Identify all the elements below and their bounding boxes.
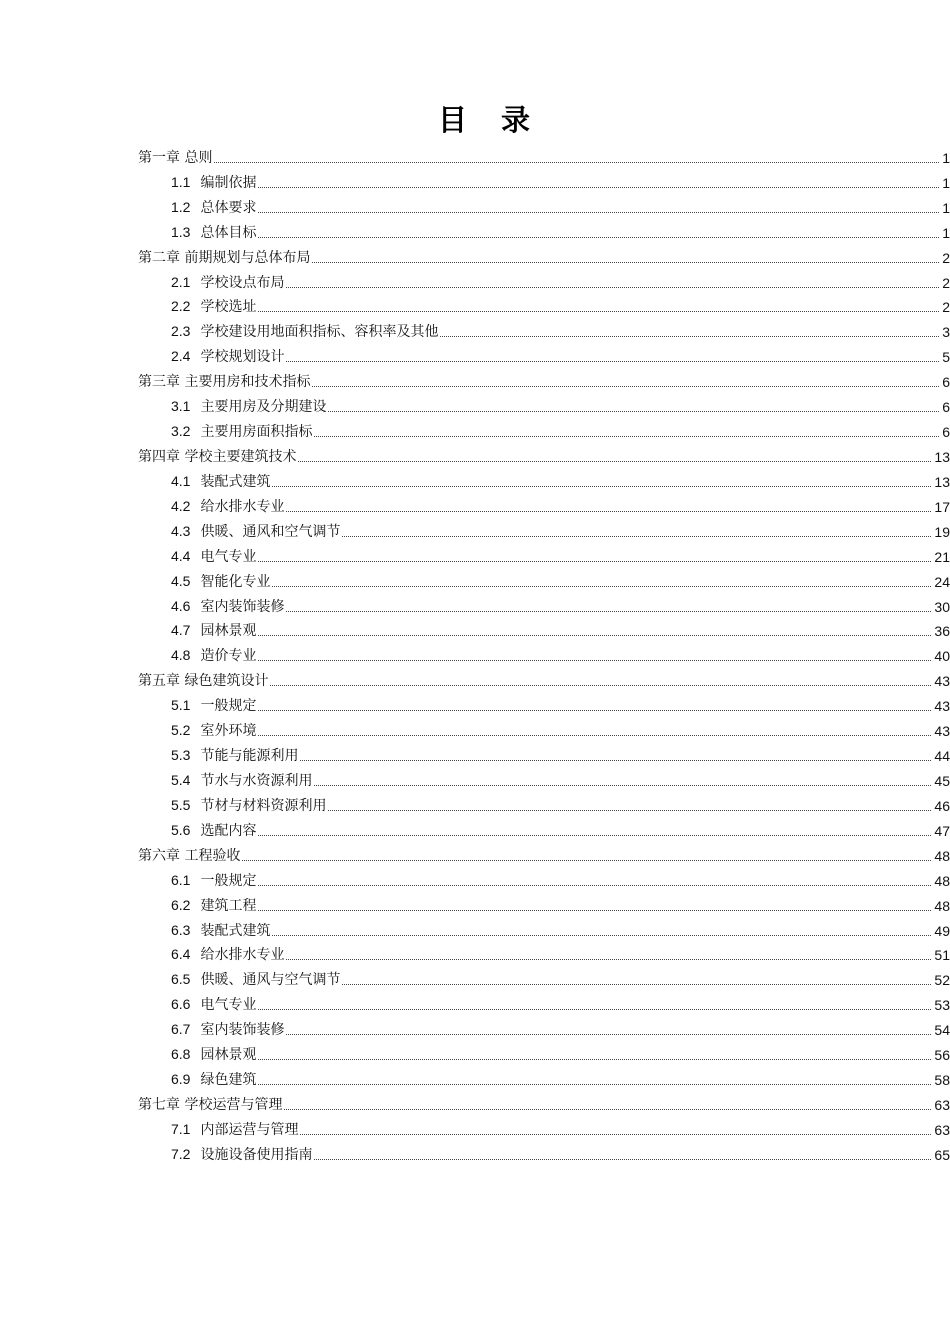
toc-section-number: 3.1 [171,398,191,415]
toc-entry-text: 第六章 工程验收 [138,847,241,864]
toc-page-number: 63 [934,1096,950,1113]
dot-leader [258,1083,931,1085]
toc-entry-label [171,621,256,640]
toc-section-number: 2.1 [171,273,191,290]
toc-entry-label [171,397,326,416]
dot-leader [258,709,931,711]
toc-page-number: 48 [934,897,950,914]
toc-entry-text: 室内装饰装修 [200,1022,285,1039]
toc-page-number: 1 [942,149,950,166]
dot-leader [314,1158,931,1160]
toc-section-entry[interactable] [0,1014,950,1039]
toc-page-number: 3 [942,324,950,341]
dot-leader [328,410,939,412]
toc-section-entry[interactable] [0,1114,950,1139]
toc-entry-text: 一般规定 [200,872,257,889]
toc-section-number: 1.1 [171,173,191,190]
toc-section-entry[interactable] [0,341,950,366]
toc-entry-label [171,796,326,815]
toc-section-entry[interactable] [0,591,950,616]
toc-entry-text: 供暖、通风和空气调节 [200,523,341,540]
toc-page-number: 1 [942,224,950,241]
toc-page-number: 51 [934,947,950,964]
toc-page-number: 21 [934,548,950,565]
toc-page-number: 63 [934,1121,950,1138]
toc-section-number: 2.3 [171,323,191,340]
toc-entry-text: 园林景观 [200,623,257,640]
toc-entry-text: 给水排水专业 [200,947,285,964]
toc-section-number: 5.1 [171,697,191,714]
toc-page-number: 43 [934,698,950,715]
toc-section-entry[interactable] [0,267,950,292]
dot-leader [272,485,931,487]
toc-entry-label [171,522,340,541]
toc-section-number: 4.7 [171,622,191,639]
toc-entry-label [171,945,284,964]
toc-page-number: 54 [934,1022,950,1039]
toc-entry-label [138,847,240,865]
toc-entry-label [171,921,270,940]
toc-section-entry[interactable] [0,1039,950,1064]
toc-section-entry[interactable] [0,740,950,765]
toc-entry-text: 选配内容 [200,822,257,839]
toc-page-number: 56 [934,1047,950,1064]
dot-leader [286,610,931,612]
toc-section-entry[interactable] [0,790,950,815]
toc-page-number: 47 [934,822,950,839]
toc-page-number: 6 [942,374,950,391]
dot-leader [284,1108,931,1110]
dot-leader [214,161,939,163]
toc-entry-text: 装配式建筑 [200,473,271,490]
toc-entry-label [171,1045,256,1064]
toc-chapter-entry[interactable] [0,242,950,267]
toc-section-entry[interactable] [0,466,950,491]
toc-entry-label [171,597,284,616]
toc-entry-label [138,672,268,690]
dot-leader [286,958,931,960]
toc-page-number: 19 [934,523,950,540]
toc-chapter-entry[interactable] [0,840,950,865]
toc-section-number: 7.2 [171,1145,191,1162]
toc-entry-text: 智能化专业 [200,573,271,590]
toc-section-number: 4.6 [171,597,191,614]
toc-page-number: 58 [934,1072,950,1089]
toc-section-entry[interactable] [0,1139,950,1164]
toc-chapter-entry[interactable] [0,441,950,466]
table-of-contents [0,142,950,1164]
toc-entry-text: 第七章 学校运营与管理 [138,1096,283,1113]
dot-leader [286,360,939,362]
toc-section-entry[interactable] [0,690,950,715]
toc-section-number: 5.2 [171,722,191,739]
toc-entry-text: 学校设点布局 [200,274,285,291]
toc-entry-label [138,373,310,391]
dot-leader [258,884,931,886]
dot-leader [314,784,931,786]
toc-section-number: 6.9 [171,1071,191,1088]
toc-entry-text: 第五章 绿色建筑设计 [138,673,269,690]
dot-leader [312,385,939,387]
toc-section-number: 6.7 [171,1021,191,1038]
toc-entry-label [171,970,340,989]
toc-entry-text: 电气专业 [200,997,257,1014]
toc-section-number: 2.4 [171,348,191,365]
page-title: 目 录 [437,103,543,137]
toc-section-entry[interactable] [0,541,950,566]
toc-page-number: 48 [934,847,950,864]
toc-entry-label [171,995,256,1014]
toc-page-number: 43 [934,673,950,690]
toc-section-entry[interactable] [0,865,950,890]
toc-section-entry[interactable] [0,167,950,192]
toc-section-number: 5.4 [171,771,191,788]
toc-section-number: 6.2 [171,896,191,913]
toc-section-entry[interactable] [0,217,950,242]
toc-section-entry[interactable] [0,815,950,840]
toc-section-number: 4.2 [171,497,191,514]
toc-page-number: 1 [942,174,950,191]
dot-leader [300,759,931,761]
toc-entry-label [171,347,284,366]
toc-entry-text: 学校规划设计 [200,349,285,366]
dot-leader [300,1133,931,1135]
dot-leader [440,335,939,337]
toc-chapter-entry[interactable] [0,1089,950,1114]
toc-entry-label [171,1145,312,1164]
toc-entry-text: 第二章 前期规划与总体布局 [138,249,311,266]
toc-entry-label [171,1120,298,1139]
toc-page-number: 24 [934,573,950,590]
toc-entry-text: 第四章 学校主要建筑技术 [138,448,297,465]
toc-entry-text: 内部运营与管理 [200,1121,299,1138]
toc-section-entry[interactable] [0,915,950,940]
toc-entry-label [171,896,256,915]
toc-entry-text: 一般规定 [200,698,257,715]
dot-leader [258,560,931,562]
dot-leader [258,236,939,238]
toc-section-number: 3.2 [171,423,191,440]
toc-page-number: 48 [934,872,950,889]
toc-page-number: 13 [934,448,950,465]
toc-section-entry[interactable] [0,640,950,665]
toc-section-entry[interactable] [0,316,950,341]
dot-leader [342,983,931,985]
toc-page-number: 30 [934,598,950,615]
toc-page-number: 43 [934,723,950,740]
toc-entry-text: 建筑工程 [200,897,257,914]
toc-section-number: 4.5 [171,572,191,589]
toc-entry-label [138,448,296,466]
toc-entry-text: 设施设备使用指南 [200,1146,313,1163]
toc-section-entry[interactable] [0,989,950,1014]
dot-leader [258,211,939,213]
toc-entry-label [171,771,312,790]
toc-entry-label [171,223,256,242]
toc-section-number: 4.8 [171,647,191,664]
toc-page-number: 17 [934,498,950,515]
toc-entry-label [171,746,298,765]
toc-entry-label [171,1070,256,1089]
toc-entry-label [138,1096,282,1114]
toc-page-number: 52 [934,972,950,989]
toc-section-number: 1.3 [171,223,191,240]
toc-entry-label [171,472,270,491]
toc-section-number: 7.1 [171,1120,191,1137]
toc-entry-label [171,198,256,217]
toc-page-number: 1 [942,199,950,216]
toc-section-number: 6.6 [171,996,191,1013]
toc-section-number: 5.5 [171,796,191,813]
toc-section-number: 4.1 [171,472,191,489]
dot-leader [298,460,931,462]
toc-section-number: 6.3 [171,921,191,938]
toc-entry-label [138,149,212,167]
dot-leader [342,535,931,537]
toc-entry-label [171,422,312,441]
dot-leader [242,859,931,861]
toc-section-entry[interactable] [0,416,950,441]
dot-leader [272,934,931,936]
toc-entry-text: 电气专业 [200,548,257,565]
toc-section-number: 5.3 [171,747,191,764]
toc-chapter-entry[interactable] [0,665,950,690]
dot-leader [258,310,939,312]
toc-entry-label [171,821,256,840]
toc-page-number: 44 [934,748,950,765]
dot-leader [258,734,931,736]
toc-entry-label [171,721,256,740]
toc-section-number: 6.4 [171,946,191,963]
toc-entry-label [171,871,256,890]
toc-page-number: 6 [942,424,950,441]
toc-section-number: 4.4 [171,547,191,564]
toc-section-entry[interactable] [0,890,950,915]
toc-entry-text: 室外环境 [200,723,257,740]
toc-section-number: 5.6 [171,821,191,838]
toc-page-number: 2 [942,299,950,316]
toc-page-number: 36 [934,623,950,640]
toc-section-entry[interactable] [0,715,950,740]
toc-page-number: 53 [934,997,950,1014]
toc-page-number: 5 [942,349,950,366]
toc-entry-text: 主要用房及分期建设 [200,399,327,416]
toc-entry-text: 编制依据 [200,174,257,191]
toc-page-number: 40 [934,648,950,665]
toc-chapter-entry[interactable] [0,366,950,391]
toc-entry-text: 绿色建筑 [200,1072,257,1089]
toc-entry-label [171,547,256,566]
toc-section-number: 1.2 [171,198,191,215]
toc-page-number: 45 [934,772,950,789]
toc-page-number: 49 [934,922,950,939]
dot-leader [258,634,931,636]
toc-section-entry[interactable] [0,1064,950,1089]
toc-section-number: 2.2 [171,298,191,315]
toc-entry-text: 主要用房面积指标 [200,424,313,441]
toc-entry-label [171,646,256,665]
toc-section-entry[interactable] [0,516,950,541]
toc-entry-label [171,297,256,316]
toc-entry-text: 总体要求 [200,199,257,216]
toc-page-number: 6 [942,399,950,416]
toc-chapter-entry[interactable] [0,142,950,167]
toc-entry-text: 装配式建筑 [200,922,271,939]
toc-entry-label [171,696,256,715]
toc-section-entry[interactable] [0,292,950,317]
dot-leader [314,435,939,437]
toc-entry-label [171,273,284,292]
toc-section-entry[interactable] [0,491,950,516]
toc-entry-label [171,497,284,516]
toc-entry-text: 学校选址 [200,299,257,316]
toc-page-number: 65 [934,1146,950,1163]
toc-entry-text: 室内装饰装修 [200,598,285,615]
toc-entry-text: 造价专业 [200,648,257,665]
dot-leader [286,510,931,512]
toc-section-entry[interactable] [0,391,950,416]
toc-page-number: 13 [934,473,950,490]
dot-leader [258,1008,931,1010]
dot-leader [258,1058,931,1060]
toc-entry-label [171,572,270,591]
toc-entry-text: 总体目标 [200,224,257,241]
dot-leader [258,834,931,836]
toc-entry-text: 给水排水专业 [200,498,285,515]
toc-page-number: 2 [942,249,950,266]
dot-leader [258,186,939,188]
dot-leader [270,684,931,686]
dot-leader [258,659,931,661]
toc-entry-text: 节材与材料资源利用 [200,797,327,814]
toc-section-entry[interactable] [0,616,950,641]
toc-entry-text: 第三章 主要用房和技术指标 [138,374,311,391]
toc-entry-text: 供暖、通风与空气调节 [200,972,341,989]
toc-entry-text: 节能与能源利用 [200,748,299,765]
toc-section-number: 6.1 [171,871,191,888]
toc-entry-text: 节水与水资源利用 [200,772,313,789]
toc-section-number: 4.3 [171,522,191,539]
dot-leader [258,909,931,911]
toc-section-entry[interactable] [0,192,950,217]
toc-section-number: 6.8 [171,1046,191,1063]
toc-entry-label [171,322,438,341]
toc-section-entry[interactable] [0,964,950,989]
dot-leader [286,1033,931,1035]
toc-section-entry[interactable] [0,566,950,591]
dot-leader [328,809,931,811]
toc-entry-label [171,1020,284,1039]
toc-page-number: 46 [934,797,950,814]
toc-entry-label [171,173,256,192]
dot-leader [312,261,939,263]
toc-entry-text: 园林景观 [200,1047,257,1064]
toc-section-entry[interactable] [0,940,950,965]
toc-section-entry[interactable] [0,765,950,790]
toc-page-number: 2 [942,274,950,291]
toc-entry-text: 第一章 总则 [138,149,213,166]
dot-leader [272,585,931,587]
toc-section-number: 6.5 [171,971,191,988]
toc-entry-label [138,249,310,267]
dot-leader [286,286,939,288]
toc-entry-text: 学校建设用地面积指标、容积率及其他 [200,324,439,341]
